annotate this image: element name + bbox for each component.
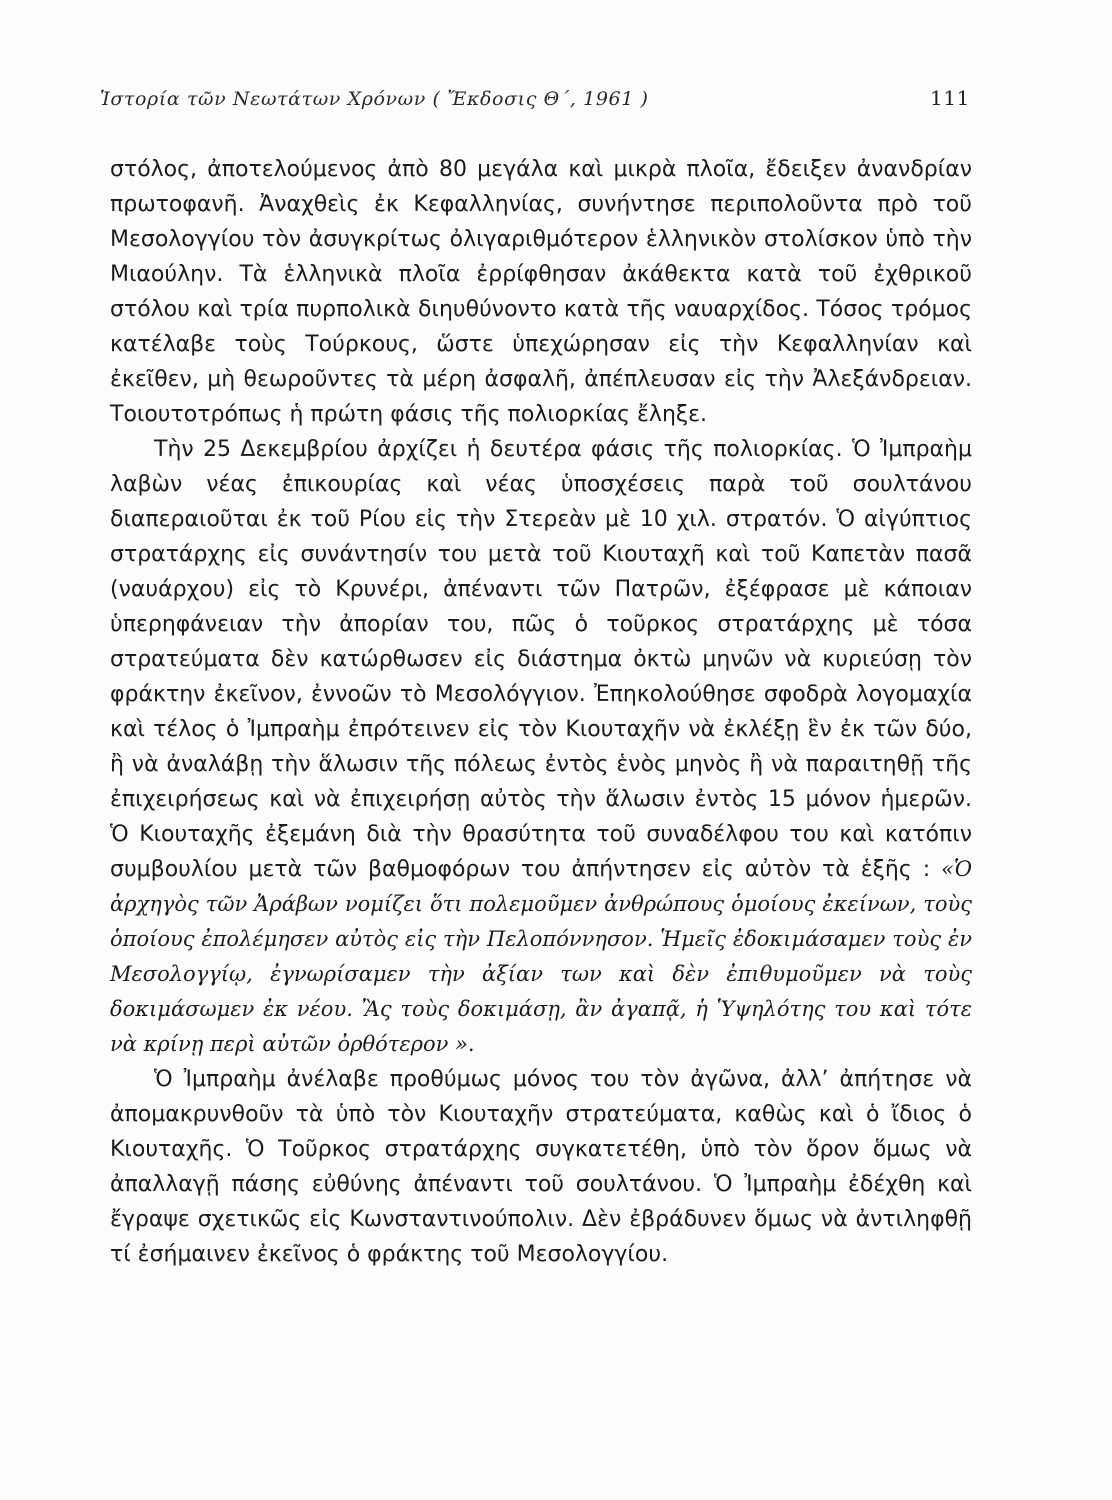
paragraph-second-phase — [110, 432, 972, 1062]
body-text — [110, 152, 972, 1272]
paragraph-continued: στόλος, ἀποτελούμενος ἀπὸ 80 μεγάλα καὶ μικρὰ πλοῖα, ἔδειξεν ἀνανδρίαν πρωτοφανῆ. Ἀναχθεὶς ἐκ Κεφαλληνίας, συνήντησε περιπολοῦντα πρὸ τοῦ Μεσολογγίου τὸν ἀσυγκρίτως ὀλιγαριθμότερον ἑλληνικὸν στολίσκον ὑπὸ τὴν Μιαούλην. Τὰ ἑλληνικὰ πλοῖα ἐρρίφθησαν ἀκάθεκτα κατὰ τοῦ ἐχθρικοῦ στόλου καὶ τρία πυρπολικὰ διηυθύνοντο κατὰ τῆς ναυαρχίδος. Τόσος τρόμος κατέλαβε τοὺς Τούρκους, ὥστε ὑπεχώρησαν εἰς τὴν Κεφαλληνίαν καὶ ἐκεῖθεν, μὴ θεωροῦντες τὰ μέρη ἀσφαλῆ, ἀπέπλευσαν εἰς τὴν Ἀλεξάνδρειαν. Τοιουτοτρόπως ἡ πρώτη φάσις τῆς πολιορκίας ἔληξε. — [110, 157, 972, 427]
running-head — [100, 84, 970, 116]
running-title: Ἱστορία τῶν Νεωτάτων Χρόνων ( Ἔκδοσις Θ΄, 1961 ) — [100, 88, 649, 110]
page-number: 111 — [930, 86, 970, 110]
paragraph-ibrahim: Ὁ Ἰμπραὴμ ἀνέλαβε προθύμως μόνος του τὸν ἀγῶνα, ἀλλ’ ἀπήτησε νὰ ἀπομακρυνθοῦν τὰ ὑπὸ τὸν Κιουταχῆν στρατεύματα, καθὼς καὶ ὁ ἴδιος ὁ Κιουταχῆς. Ὁ Τοῦρκος στρατάρχης συγκατετέθη, ὑπὸ τὸν ὅρον ὅμως νὰ ἀπαλλαγῇ πάσης εὐθύνης ἀπέναντι τοῦ σουλτάνου. Ὁ Ἰμπραὴμ ἐδέχθη καὶ ἔγραψε σχετικῶς εἰς Κωνσταντινούπολιν. Δὲν ἐβράδυνεν ὅμως νὰ ἀντιληφθῇ τί ἐσήμαινεν ἐκεῖνος ὁ φράκτης τοῦ Μεσολογγίου. — [110, 1067, 972, 1267]
kioutahis-quote: «Ὁ ἀρχηγὸς τῶν Ἀράβων νομίζει ὅτι πολεμοῦμεν ἀνθρώπους ὁμοίους ἐκείνων, τοὺς ὁποίους ἐπολέμησεν αὐτὸς εἰς τὴν Πελοπόννησον. Ἡμεῖς ἐδοκιμάσαμεν τοὺς ἐν Μεσολογγίῳ, ἐγνωρίσαμεν τὴν ἀξίαν των καὶ δὲν ἐπιθυμοῦμεν νὰ τοὺς δοκιμάσωμεν ἐκ νέου. Ἂς τοὺς δοκιμάσῃ, ἂν ἀγαπᾷ, ἡ Ὑψηλότης του καὶ τότε νὰ κρίνῃ περὶ αὐτῶν ὀρθότερον ». — [110, 857, 972, 1056]
paragraph-second-phase-text: Τὴν 25 Δεκεμβρίου ἀρχίζει ἡ δευτέρα φάσις τῆς πολιορκίας. Ὁ Ἰμπραὴμ λαβὼν νέας ἐπικουρίας καὶ νέας ὑποσχέσεις παρὰ τοῦ σουλτάνου διαπεραιοῦται ἐκ τοῦ Ρίου εἰς τὴν Στερεὰν μὲ 10 χιλ. στρατόν. Ὁ αἰγύπτιος στρατάρχης εἰς συνάντησίν του μετὰ τοῦ Κιουταχῆ καὶ τοῦ Καπετὰν πασᾶ (ναυάρχου) εἰς τὸ Κρυνέρι, ἀπέναντι τῶν Πατρῶν, ἐξέφρασε μὲ κάποιαν ὑπερηφάνειαν τὴν ἀπορίαν του, πῶς ὁ τοῦρκος στρατάρχης μὲ τόσα στρατεύματα δὲν κατώρθωσεν εἰς διάστημα ὀκτὼ μηνῶν νὰ κυριεύσῃ τὸν φράκτην ἐκεῖνον, ἐννοῶν τὸ Μεσολόγγιον. Ἐπηκολούθησε σφοδρὰ λογομαχία καὶ τέλος ὁ Ἰμπραὴμ ἐπρότεινεν εἰς τὸν Κιουταχῆν νὰ ἐκλέξῃ ἓν ἐκ τῶν δύο, ἢ νὰ ἀναλάβῃ τὴν ἅλωσιν τῆς πόλεως ἐντὸς ἑνὸς μηνὸς ἢ νὰ παραιτηθῇ τῆς ἐπιχειρήσεως καὶ νὰ ἐπιχειρήσῃ αὐτὸς τὴν ἅλωσιν ἐντὸς 15 μόνον ἡμερῶν. Ὁ Κιουταχῆς ἐξεμάνη διὰ τὴν θρασύτητα τοῦ συναδέλφου του καὶ κατόπιν συμβουλίου μετὰ τῶν βαθμοφόρων του ἀπήντησεν εἰς αὐτὸν τὰ ἑξῆς : — [110, 437, 972, 882]
